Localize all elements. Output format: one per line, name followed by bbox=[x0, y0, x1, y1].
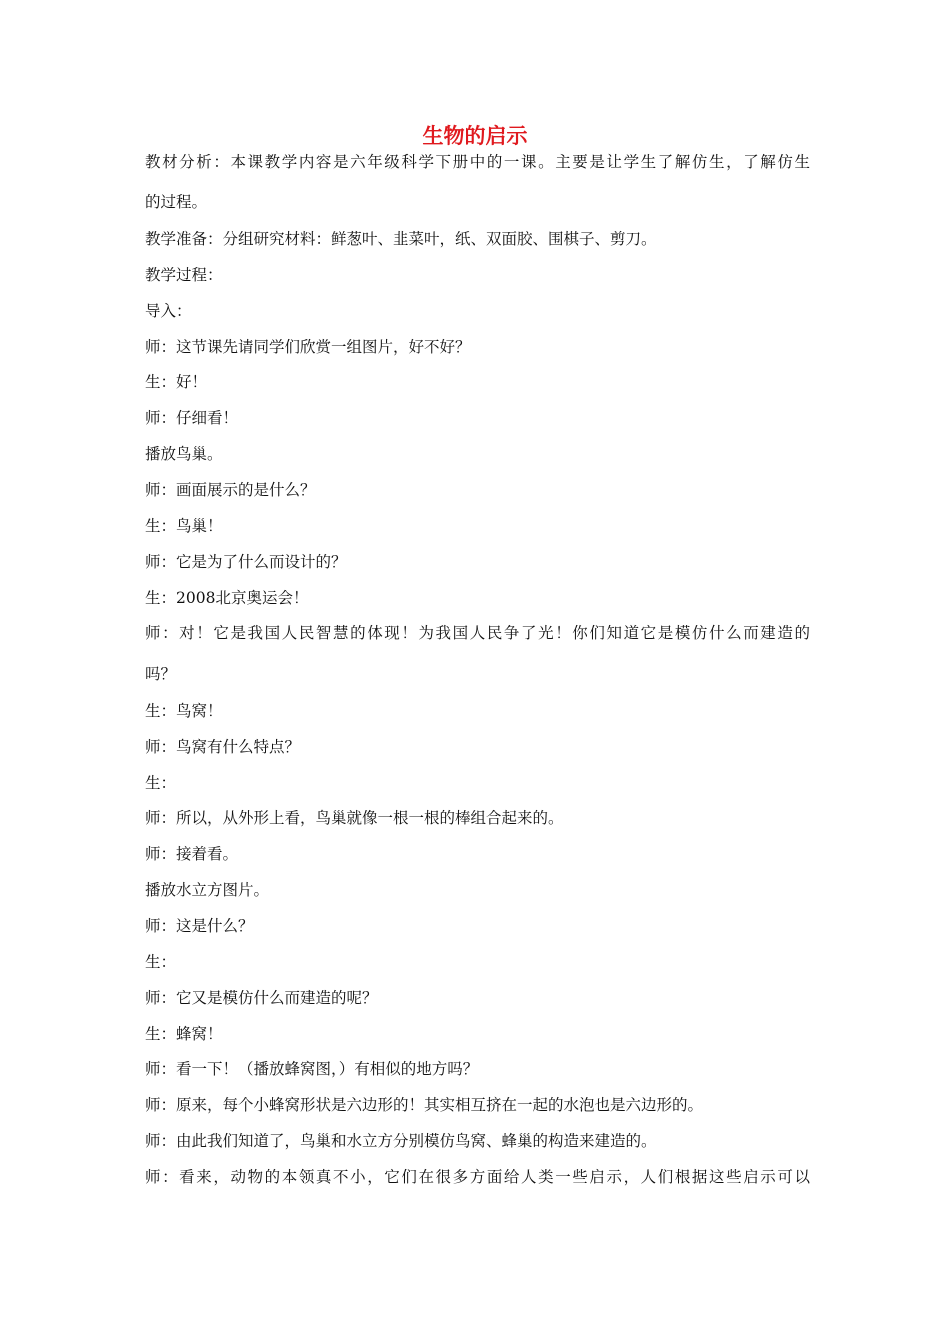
paragraph-line: 播放水立方图片。 bbox=[145, 881, 270, 899]
paragraph-line: 教学准备：分组研究材料：鲜葱叶、韭菜叶，纸、双面胶、围棋子、剪刀。 bbox=[145, 230, 657, 248]
paragraph-line: 生：蜂窝！ bbox=[145, 1025, 223, 1043]
document-title: 生物的启示 bbox=[422, 124, 528, 148]
paragraph-line: 师：原来，每个小蜂窝形状是六边形的！其实相互挤在一起的水泡也是六边形的。 bbox=[145, 1096, 704, 1114]
paragraph-line: 师：所以，从外形上看，鸟巢就像一根一根的棒组合起来的。 bbox=[145, 809, 564, 827]
paragraph-line: 的过程。 bbox=[145, 193, 208, 211]
paragraph-line: 教学过程： bbox=[145, 266, 223, 284]
paragraph-line: 教材分析：本课教学内容是六年级科学下册中的一课。主要是让学生了解仿生，了解仿生 bbox=[145, 153, 810, 171]
paragraph-line: 师：鸟窝有什么特点？ bbox=[145, 738, 301, 756]
paragraph-line: 播放鸟巢。 bbox=[145, 445, 223, 463]
paragraph-line: 师：仔细看！ bbox=[145, 409, 239, 427]
paragraph-line: 生： bbox=[145, 953, 177, 971]
paragraph-line: 师：由此我们知道了，鸟巢和水立方分别模仿鸟窝、蜂巢的构造来建造的。 bbox=[145, 1132, 657, 1150]
paragraph-line: 师：画面展示的是什么？ bbox=[145, 481, 316, 499]
paragraph-line: 师：接着看。 bbox=[145, 845, 239, 863]
paragraph-line: 师：这是什么？ bbox=[145, 917, 254, 935]
paragraph-line: 师：看来，动物的本领真不小，它们在很多方面给人类一些启示，人们根据这些启示可以 bbox=[145, 1168, 810, 1186]
paragraph-line: 生：2008北京奥运会！ bbox=[145, 589, 309, 607]
paragraph-line: 师：这节课先请同学们欣赏一组图片，好不好？ bbox=[145, 338, 471, 356]
paragraph-line: 师：看一下！（播放蜂窝图，）有相似的地方吗？ bbox=[145, 1060, 479, 1078]
paragraph-line: 师：对！它是我国人民智慧的体现！为我国人民争了光！你们知道它是模仿什么而建造的 bbox=[145, 624, 810, 642]
paragraph-line: 吗？ bbox=[145, 665, 177, 683]
paragraph-line: 生：鸟窝！ bbox=[145, 702, 223, 720]
paragraph-line: 生：鸟巢！ bbox=[145, 517, 223, 535]
paragraph-line: 师：它是为了什么而设计的？ bbox=[145, 553, 347, 571]
paragraph-line: 生：好！ bbox=[145, 373, 208, 391]
paragraph-line: 导入： bbox=[145, 302, 192, 320]
paragraph-line: 师：它又是模仿什么而建造的呢？ bbox=[145, 989, 378, 1007]
paragraph-line: 生： bbox=[145, 774, 177, 792]
